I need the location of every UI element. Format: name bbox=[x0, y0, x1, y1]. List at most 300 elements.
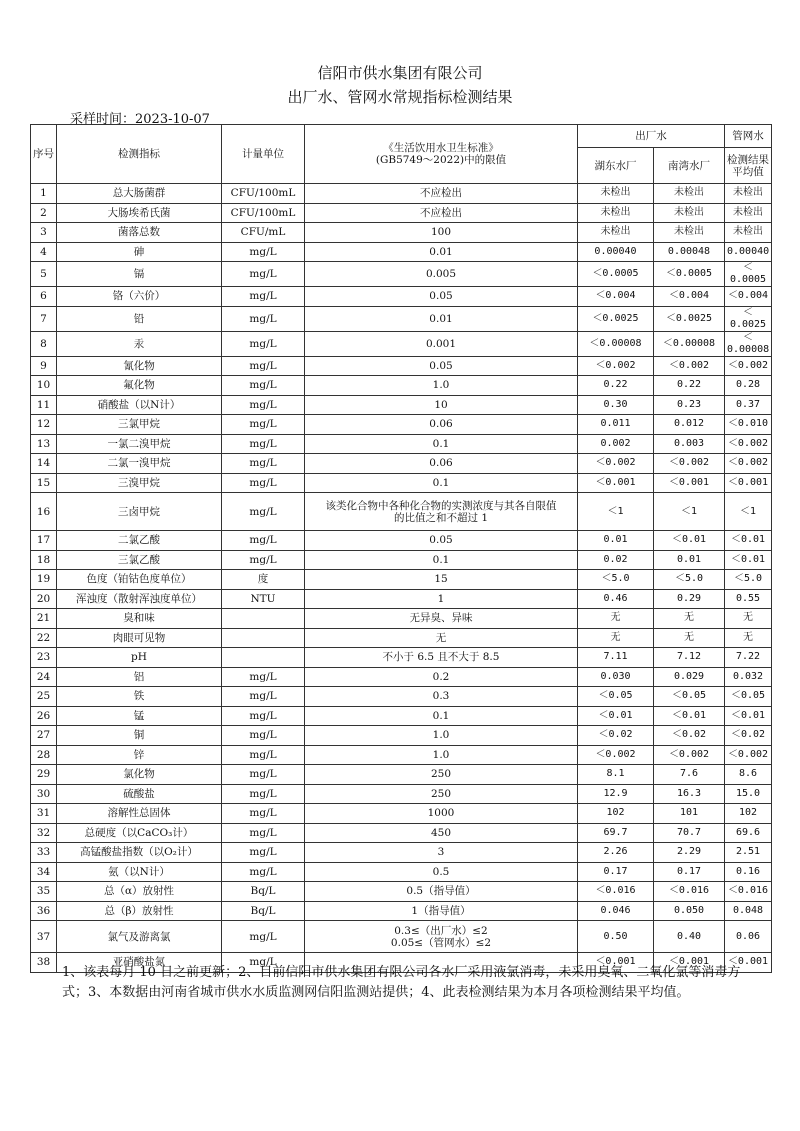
row-no: 4 bbox=[31, 242, 57, 262]
row-no: 29 bbox=[31, 765, 57, 785]
row-limit: 450 bbox=[305, 823, 578, 843]
row-network: ＜1 bbox=[725, 493, 772, 531]
row-limit: 不应检出 bbox=[305, 184, 578, 204]
row-unit bbox=[222, 628, 305, 648]
table-row bbox=[31, 473, 772, 493]
row-unit: mg/L bbox=[222, 434, 305, 454]
row-no: 7 bbox=[31, 306, 57, 331]
row-network: ＜0.010 bbox=[725, 415, 772, 435]
row-indicator: 亚硝酸盐氮 bbox=[57, 953, 222, 973]
row-limit: 0.05 bbox=[305, 287, 578, 307]
table-row bbox=[31, 242, 772, 262]
row-network: 0.37 bbox=[725, 395, 772, 415]
row-unit: mg/L bbox=[222, 765, 305, 785]
row-plant-hudong: ＜0.002 bbox=[578, 745, 654, 765]
row-plant-hudong: 0.01 bbox=[578, 531, 654, 551]
row-network: ＜0.002 bbox=[725, 745, 772, 765]
row-plant-hudong: 未检出 bbox=[578, 223, 654, 243]
table-body bbox=[31, 184, 772, 973]
row-network: ＜0.002 bbox=[725, 356, 772, 376]
row-plant-hudong: 0.02 bbox=[578, 550, 654, 570]
row-no: 8 bbox=[31, 331, 57, 356]
table-row bbox=[31, 331, 772, 356]
row-plant-nanwan: 16.3 bbox=[654, 784, 725, 804]
table-row bbox=[31, 765, 772, 785]
row-unit bbox=[222, 609, 305, 629]
row-no: 32 bbox=[31, 823, 57, 843]
row-network: 0.048 bbox=[725, 901, 772, 921]
row-no: 16 bbox=[31, 493, 57, 531]
row-plant-hudong: ＜5.0 bbox=[578, 570, 654, 590]
row-unit: mg/L bbox=[222, 745, 305, 765]
row-network: ＜0.001 bbox=[725, 953, 772, 973]
row-no: 12 bbox=[31, 415, 57, 435]
row-plant-nanwan: 无 bbox=[654, 609, 725, 629]
row-plant-nanwan: ＜0.02 bbox=[654, 726, 725, 746]
row-indicator: 溶解性总固体 bbox=[57, 804, 222, 824]
table-row bbox=[31, 395, 772, 415]
row-limit bbox=[305, 921, 578, 953]
row-plant-nanwan: ＜1 bbox=[654, 493, 725, 531]
row-no: 28 bbox=[31, 745, 57, 765]
row-limit: 不应检出 bbox=[305, 203, 578, 223]
row-indicator: 镉 bbox=[57, 262, 222, 287]
row-unit: mg/L bbox=[222, 921, 305, 953]
row-unit: mg/L bbox=[222, 242, 305, 262]
row-plant-nanwan: ＜0.002 bbox=[654, 454, 725, 474]
row-no: 18 bbox=[31, 550, 57, 570]
row-unit: mg/L bbox=[222, 823, 305, 843]
row-unit: 度 bbox=[222, 570, 305, 590]
row-plant-nanwan: ＜0.0025 bbox=[654, 306, 725, 331]
row-limit: 15 bbox=[305, 570, 578, 590]
header-no: 序号 bbox=[31, 125, 57, 184]
row-unit: NTU bbox=[222, 589, 305, 609]
row-network: ＜0.01 bbox=[725, 550, 772, 570]
row-plant-nanwan: ＜0.01 bbox=[654, 531, 725, 551]
row-limit: 0.1 bbox=[305, 550, 578, 570]
row-network: ＜0.00008 bbox=[725, 331, 772, 356]
row-unit: CFU/100mL bbox=[222, 184, 305, 204]
row-indicator: 锌 bbox=[57, 745, 222, 765]
table-row bbox=[31, 356, 772, 376]
row-plant-nanwan: 无 bbox=[654, 628, 725, 648]
row-plant-nanwan: 0.40 bbox=[654, 921, 725, 953]
row-plant-nanwan: 7.12 bbox=[654, 648, 725, 668]
row-plant-hudong: 无 bbox=[578, 628, 654, 648]
row-limit: 1.0 bbox=[305, 745, 578, 765]
row-limit: 0.01 bbox=[305, 242, 578, 262]
row-no: 31 bbox=[31, 804, 57, 824]
row-indicator: 硝酸盐（以N计） bbox=[57, 395, 222, 415]
row-plant-hudong: ＜0.001 bbox=[578, 953, 654, 973]
row-limit: 0.5（指导值） bbox=[305, 882, 578, 902]
header-outlet-water: 出厂水 bbox=[578, 125, 725, 148]
row-indicator: 一氯二溴甲烷 bbox=[57, 434, 222, 454]
row-no: 26 bbox=[31, 706, 57, 726]
row-plant-nanwan: ＜0.05 bbox=[654, 687, 725, 707]
row-unit: mg/L bbox=[222, 415, 305, 435]
row-plant-nanwan: 0.29 bbox=[654, 589, 725, 609]
row-network: 0.16 bbox=[725, 862, 772, 882]
row-indicator: 氯化物 bbox=[57, 765, 222, 785]
row-no: 30 bbox=[31, 784, 57, 804]
row-network: 无 bbox=[725, 609, 772, 629]
row-network: 无 bbox=[725, 628, 772, 648]
table-row bbox=[31, 203, 772, 223]
row-plant-nanwan: ＜0.016 bbox=[654, 882, 725, 902]
table-row bbox=[31, 921, 772, 953]
table-row bbox=[31, 784, 772, 804]
row-plant-hudong: ＜0.00008 bbox=[578, 331, 654, 356]
row-unit: mg/L bbox=[222, 331, 305, 356]
row-indicator: 氨（以N计） bbox=[57, 862, 222, 882]
table-row bbox=[31, 184, 772, 204]
row-unit: Bq/L bbox=[222, 901, 305, 921]
row-no: 24 bbox=[31, 667, 57, 687]
row-indicator: 总大肠菌群 bbox=[57, 184, 222, 204]
row-plant-hudong: 69.7 bbox=[578, 823, 654, 843]
table-row bbox=[31, 306, 772, 331]
row-network: ＜0.001 bbox=[725, 473, 772, 493]
row-network: ＜0.002 bbox=[725, 454, 772, 474]
row-plant-nanwan: 2.29 bbox=[654, 843, 725, 863]
row-plant-hudong: 无 bbox=[578, 609, 654, 629]
row-no: 3 bbox=[31, 223, 57, 243]
row-unit: mg/L bbox=[222, 667, 305, 687]
row-indicator: 二氯乙酸 bbox=[57, 531, 222, 551]
row-indicator: 氰化物 bbox=[57, 356, 222, 376]
table-row bbox=[31, 745, 772, 765]
row-plant-nanwan: 0.17 bbox=[654, 862, 725, 882]
row-unit: mg/L bbox=[222, 726, 305, 746]
row-no: 9 bbox=[31, 356, 57, 376]
row-network: 2.51 bbox=[725, 843, 772, 863]
row-plant-nanwan: ＜0.002 bbox=[654, 356, 725, 376]
row-unit: mg/L bbox=[222, 306, 305, 331]
row-indicator: 氟化物 bbox=[57, 376, 222, 396]
row-limit: 该类化合物中各种化合物的实测浓度与其各自限值的比值之和不超过 1 bbox=[305, 493, 578, 531]
row-limit: 100 bbox=[305, 223, 578, 243]
row-plant-nanwan: 0.01 bbox=[654, 550, 725, 570]
row-unit: mg/L bbox=[222, 784, 305, 804]
row-indicator: 砷 bbox=[57, 242, 222, 262]
row-network: 0.06 bbox=[725, 921, 772, 953]
table-row bbox=[31, 570, 772, 590]
row-network: ＜0.05 bbox=[725, 687, 772, 707]
row-unit: mg/L bbox=[222, 804, 305, 824]
row-limit: 0.2 bbox=[305, 667, 578, 687]
header-plant-nanwan: 南湾水厂 bbox=[654, 148, 725, 184]
row-indicator: 汞 bbox=[57, 331, 222, 356]
row-network: 0.28 bbox=[725, 376, 772, 396]
table-row bbox=[31, 706, 772, 726]
row-limit: 0.5 bbox=[305, 862, 578, 882]
row-limit: 0.3 bbox=[305, 687, 578, 707]
row-indicator: 大肠埃希氏菌 bbox=[57, 203, 222, 223]
table-row bbox=[31, 434, 772, 454]
table-row bbox=[31, 262, 772, 287]
row-no: 22 bbox=[31, 628, 57, 648]
row-unit: mg/L bbox=[222, 262, 305, 287]
row-plant-hudong: ＜0.004 bbox=[578, 287, 654, 307]
organization-name: 信阳市供水集团有限公司 bbox=[317, 64, 483, 82]
table-row bbox=[31, 862, 772, 882]
table-row bbox=[31, 687, 772, 707]
row-indicator: 高锰酸盐指数（以O₂计） bbox=[57, 843, 222, 863]
row-limit: 0.1 bbox=[305, 706, 578, 726]
row-plant-hudong: 102 bbox=[578, 804, 654, 824]
row-plant-nanwan: ＜0.001 bbox=[654, 473, 725, 493]
row-limit: 不小于 6.5 且不大于 8.5 bbox=[305, 648, 578, 668]
row-plant-hudong: ＜0.0025 bbox=[578, 306, 654, 331]
row-no: 20 bbox=[31, 589, 57, 609]
row-unit: mg/L bbox=[222, 550, 305, 570]
row-plant-nanwan: ＜5.0 bbox=[654, 570, 725, 590]
water-quality-table bbox=[30, 124, 772, 973]
row-no: 25 bbox=[31, 687, 57, 707]
row-limit: 0.01 bbox=[305, 306, 578, 331]
row-unit bbox=[222, 648, 305, 668]
row-indicator: 锰 bbox=[57, 706, 222, 726]
row-plant-hudong: 2.26 bbox=[578, 843, 654, 863]
row-no: 36 bbox=[31, 901, 57, 921]
row-plant-hudong: 8.1 bbox=[578, 765, 654, 785]
row-indicator: 色度（铂钴色度单位） bbox=[57, 570, 222, 590]
row-limit: 0.1 bbox=[305, 473, 578, 493]
row-indicator: 三氯甲烷 bbox=[57, 415, 222, 435]
row-no: 10 bbox=[31, 376, 57, 396]
row-no: 38 bbox=[31, 953, 57, 973]
table-row bbox=[31, 454, 772, 474]
row-limit: 0.001 bbox=[305, 331, 578, 356]
row-indicator: 铝 bbox=[57, 667, 222, 687]
row-plant-hudong: 12.9 bbox=[578, 784, 654, 804]
row-no: 35 bbox=[31, 882, 57, 902]
row-network: ＜0.002 bbox=[725, 434, 772, 454]
table-row bbox=[31, 493, 772, 531]
table-row bbox=[31, 223, 772, 243]
row-indicator: 浑浊度（散射浑浊度单位） bbox=[57, 589, 222, 609]
row-no: 19 bbox=[31, 570, 57, 590]
row-limit: 0.06 bbox=[305, 415, 578, 435]
row-plant-hudong: ＜0.016 bbox=[578, 882, 654, 902]
table-row bbox=[31, 531, 772, 551]
row-plant-nanwan: 0.003 bbox=[654, 434, 725, 454]
row-plant-nanwan: ＜0.001 bbox=[654, 953, 725, 973]
row-no: 11 bbox=[31, 395, 57, 415]
row-limit: 0.1 bbox=[305, 434, 578, 454]
row-limit: 0.05 bbox=[305, 531, 578, 551]
row-limit: 250 bbox=[305, 784, 578, 804]
row-limit: 0.005 bbox=[305, 262, 578, 287]
sample-time: 采样时间：2023-10-07 bbox=[70, 112, 210, 127]
row-limit: 无 bbox=[305, 628, 578, 648]
row-plant-hudong: ＜0.001 bbox=[578, 473, 654, 493]
row-indicator: 铁 bbox=[57, 687, 222, 707]
row-network: 未检出 bbox=[725, 184, 772, 204]
row-plant-nanwan: 70.7 bbox=[654, 823, 725, 843]
row-plant-nanwan: 未检出 bbox=[654, 223, 725, 243]
row-limit: 1.0 bbox=[305, 376, 578, 396]
row-plant-nanwan: ＜0.002 bbox=[654, 745, 725, 765]
row-unit: mg/L bbox=[222, 706, 305, 726]
row-no: 1 bbox=[31, 184, 57, 204]
row-limit: 1（指导值） bbox=[305, 901, 578, 921]
footer-notes: 1、该表每月 10 日之前更新；2、目前信阳市供水集团有限公司各水厂采用液氯消毒，未采用臭氧、二氧化氯等消毒方式；3、本数据由河南省城市供水水质监测网信阳监测站提供；4、此表检测结果为本月各项检测结果平均值。 bbox=[62, 965, 741, 1000]
row-unit: mg/L bbox=[222, 687, 305, 707]
row-plant-nanwan: 0.00048 bbox=[654, 242, 725, 262]
row-indicator: 二氯一溴甲烷 bbox=[57, 454, 222, 474]
row-indicator: 肉眼可见物 bbox=[57, 628, 222, 648]
row-plant-hudong: ＜1 bbox=[578, 493, 654, 531]
row-no: 14 bbox=[31, 454, 57, 474]
row-network: ＜0.02 bbox=[725, 726, 772, 746]
row-plant-hudong: ＜0.01 bbox=[578, 706, 654, 726]
header-indicator: 检测指标 bbox=[57, 125, 222, 184]
row-no: 34 bbox=[31, 862, 57, 882]
table-row bbox=[31, 415, 772, 435]
row-network: ＜0.01 bbox=[725, 706, 772, 726]
row-plant-nanwan: ＜0.0005 bbox=[654, 262, 725, 287]
row-plant-nanwan: ＜0.00008 bbox=[654, 331, 725, 356]
header-standard-line2: (GB5749～2022)中的限值 bbox=[375, 154, 507, 166]
table-row bbox=[31, 550, 772, 570]
row-network: 8.6 bbox=[725, 765, 772, 785]
row-plant-hudong: 7.11 bbox=[578, 648, 654, 668]
row-indicator: 铅 bbox=[57, 306, 222, 331]
row-unit: mg/L bbox=[222, 376, 305, 396]
table-row bbox=[31, 376, 772, 396]
row-plant-nanwan: 0.050 bbox=[654, 901, 725, 921]
row-network: 15.0 bbox=[725, 784, 772, 804]
table-row bbox=[31, 901, 772, 921]
row-unit: Bq/L bbox=[222, 882, 305, 902]
row-plant-hudong: 未检出 bbox=[578, 203, 654, 223]
header-plant-hudong: 湖东水厂 bbox=[578, 148, 654, 184]
row-plant-nanwan: 101 bbox=[654, 804, 725, 824]
row-limit: 0.06 bbox=[305, 454, 578, 474]
row-plant-hudong: ＜0.05 bbox=[578, 687, 654, 707]
row-limit-line2: 0.05≤（管网水）≤2 bbox=[390, 936, 492, 949]
row-plant-nanwan: 0.029 bbox=[654, 667, 725, 687]
table-row bbox=[31, 823, 772, 843]
table-row bbox=[31, 726, 772, 746]
row-network: 102 bbox=[725, 804, 772, 824]
row-unit: mg/L bbox=[222, 356, 305, 376]
row-plant-hudong: ＜0.0005 bbox=[578, 262, 654, 287]
row-unit: CFU/100mL bbox=[222, 203, 305, 223]
row-network: 69.6 bbox=[725, 823, 772, 843]
row-limit-line1: 0.3≤（出厂水）≤2 bbox=[394, 924, 488, 937]
header-standard bbox=[305, 125, 578, 184]
row-unit: mg/L bbox=[222, 531, 305, 551]
row-plant-hudong: 0.46 bbox=[578, 589, 654, 609]
row-no: 37 bbox=[31, 921, 57, 953]
row-indicator: 三卤甲烷 bbox=[57, 493, 222, 531]
header-unit: 计量单位 bbox=[222, 125, 305, 184]
report-title: 出厂水、管网水常规指标检测结果 bbox=[287, 88, 513, 106]
row-unit: mg/L bbox=[222, 454, 305, 474]
row-network: 0.00040 bbox=[725, 242, 772, 262]
row-network: 0.032 bbox=[725, 667, 772, 687]
row-plant-nanwan: ＜0.01 bbox=[654, 706, 725, 726]
row-plant-nanwan: ＜0.004 bbox=[654, 287, 725, 307]
row-limit: 0.05 bbox=[305, 356, 578, 376]
row-unit: mg/L bbox=[222, 395, 305, 415]
row-limit: 3 bbox=[305, 843, 578, 863]
row-plant-hudong: 0.17 bbox=[578, 862, 654, 882]
table-row bbox=[31, 609, 772, 629]
row-no: 27 bbox=[31, 726, 57, 746]
row-indicator: 氯气及游离氯 bbox=[57, 921, 222, 953]
row-network: ＜0.01 bbox=[725, 531, 772, 551]
table-row bbox=[31, 628, 772, 648]
row-no: 13 bbox=[31, 434, 57, 454]
row-limit: 1000 bbox=[305, 804, 578, 824]
row-unit: mg/L bbox=[222, 862, 305, 882]
table-row bbox=[31, 667, 772, 687]
row-limit: 无异臭、异味 bbox=[305, 609, 578, 629]
row-no: 2 bbox=[31, 203, 57, 223]
row-no: 21 bbox=[31, 609, 57, 629]
row-limit: 1.0 bbox=[305, 726, 578, 746]
row-network: ＜5.0 bbox=[725, 570, 772, 590]
row-plant-hudong: 0.22 bbox=[578, 376, 654, 396]
row-plant-nanwan: 0.012 bbox=[654, 415, 725, 435]
table-row bbox=[31, 843, 772, 863]
row-indicator: 臭和味 bbox=[57, 609, 222, 629]
row-indicator: 铬（六价） bbox=[57, 287, 222, 307]
row-indicator: 硫酸盐 bbox=[57, 784, 222, 804]
row-no: 15 bbox=[31, 473, 57, 493]
row-plant-nanwan: 未检出 bbox=[654, 184, 725, 204]
row-plant-nanwan: 7.6 bbox=[654, 765, 725, 785]
row-plant-nanwan: 0.22 bbox=[654, 376, 725, 396]
row-indicator: 总硬度（以CaCO₃计） bbox=[57, 823, 222, 843]
header-standard-line1: 《生活饮用水卫生标准》 bbox=[383, 142, 499, 154]
row-network: 未检出 bbox=[725, 223, 772, 243]
table-row bbox=[31, 287, 772, 307]
row-network: 未检出 bbox=[725, 203, 772, 223]
row-plant-hudong: 未检出 bbox=[578, 184, 654, 204]
table-row bbox=[31, 648, 772, 668]
row-no: 33 bbox=[31, 843, 57, 863]
row-no: 5 bbox=[31, 262, 57, 287]
table-row bbox=[31, 882, 772, 902]
row-no: 17 bbox=[31, 531, 57, 551]
header-network-water: 管网水 bbox=[725, 125, 772, 148]
row-indicator: pH bbox=[57, 648, 222, 668]
row-plant-hudong: ＜0.002 bbox=[578, 356, 654, 376]
row-plant-nanwan: 0.23 bbox=[654, 395, 725, 415]
row-plant-hudong: 0.30 bbox=[578, 395, 654, 415]
row-plant-nanwan: 未检出 bbox=[654, 203, 725, 223]
row-network: ＜0.004 bbox=[725, 287, 772, 307]
row-plant-hudong: 0.00040 bbox=[578, 242, 654, 262]
row-no: 23 bbox=[31, 648, 57, 668]
row-limit: 10 bbox=[305, 395, 578, 415]
row-network: 7.22 bbox=[725, 648, 772, 668]
row-plant-hudong: 0.50 bbox=[578, 921, 654, 953]
row-indicator: 总（α）放射性 bbox=[57, 882, 222, 902]
row-unit: mg/L bbox=[222, 493, 305, 531]
row-indicator: 总（β）放射性 bbox=[57, 901, 222, 921]
row-unit: mg/L bbox=[222, 287, 305, 307]
row-plant-hudong: ＜0.02 bbox=[578, 726, 654, 746]
header-network-average: 检测结果平均值 bbox=[725, 148, 772, 184]
row-plant-hudong: 0.011 bbox=[578, 415, 654, 435]
